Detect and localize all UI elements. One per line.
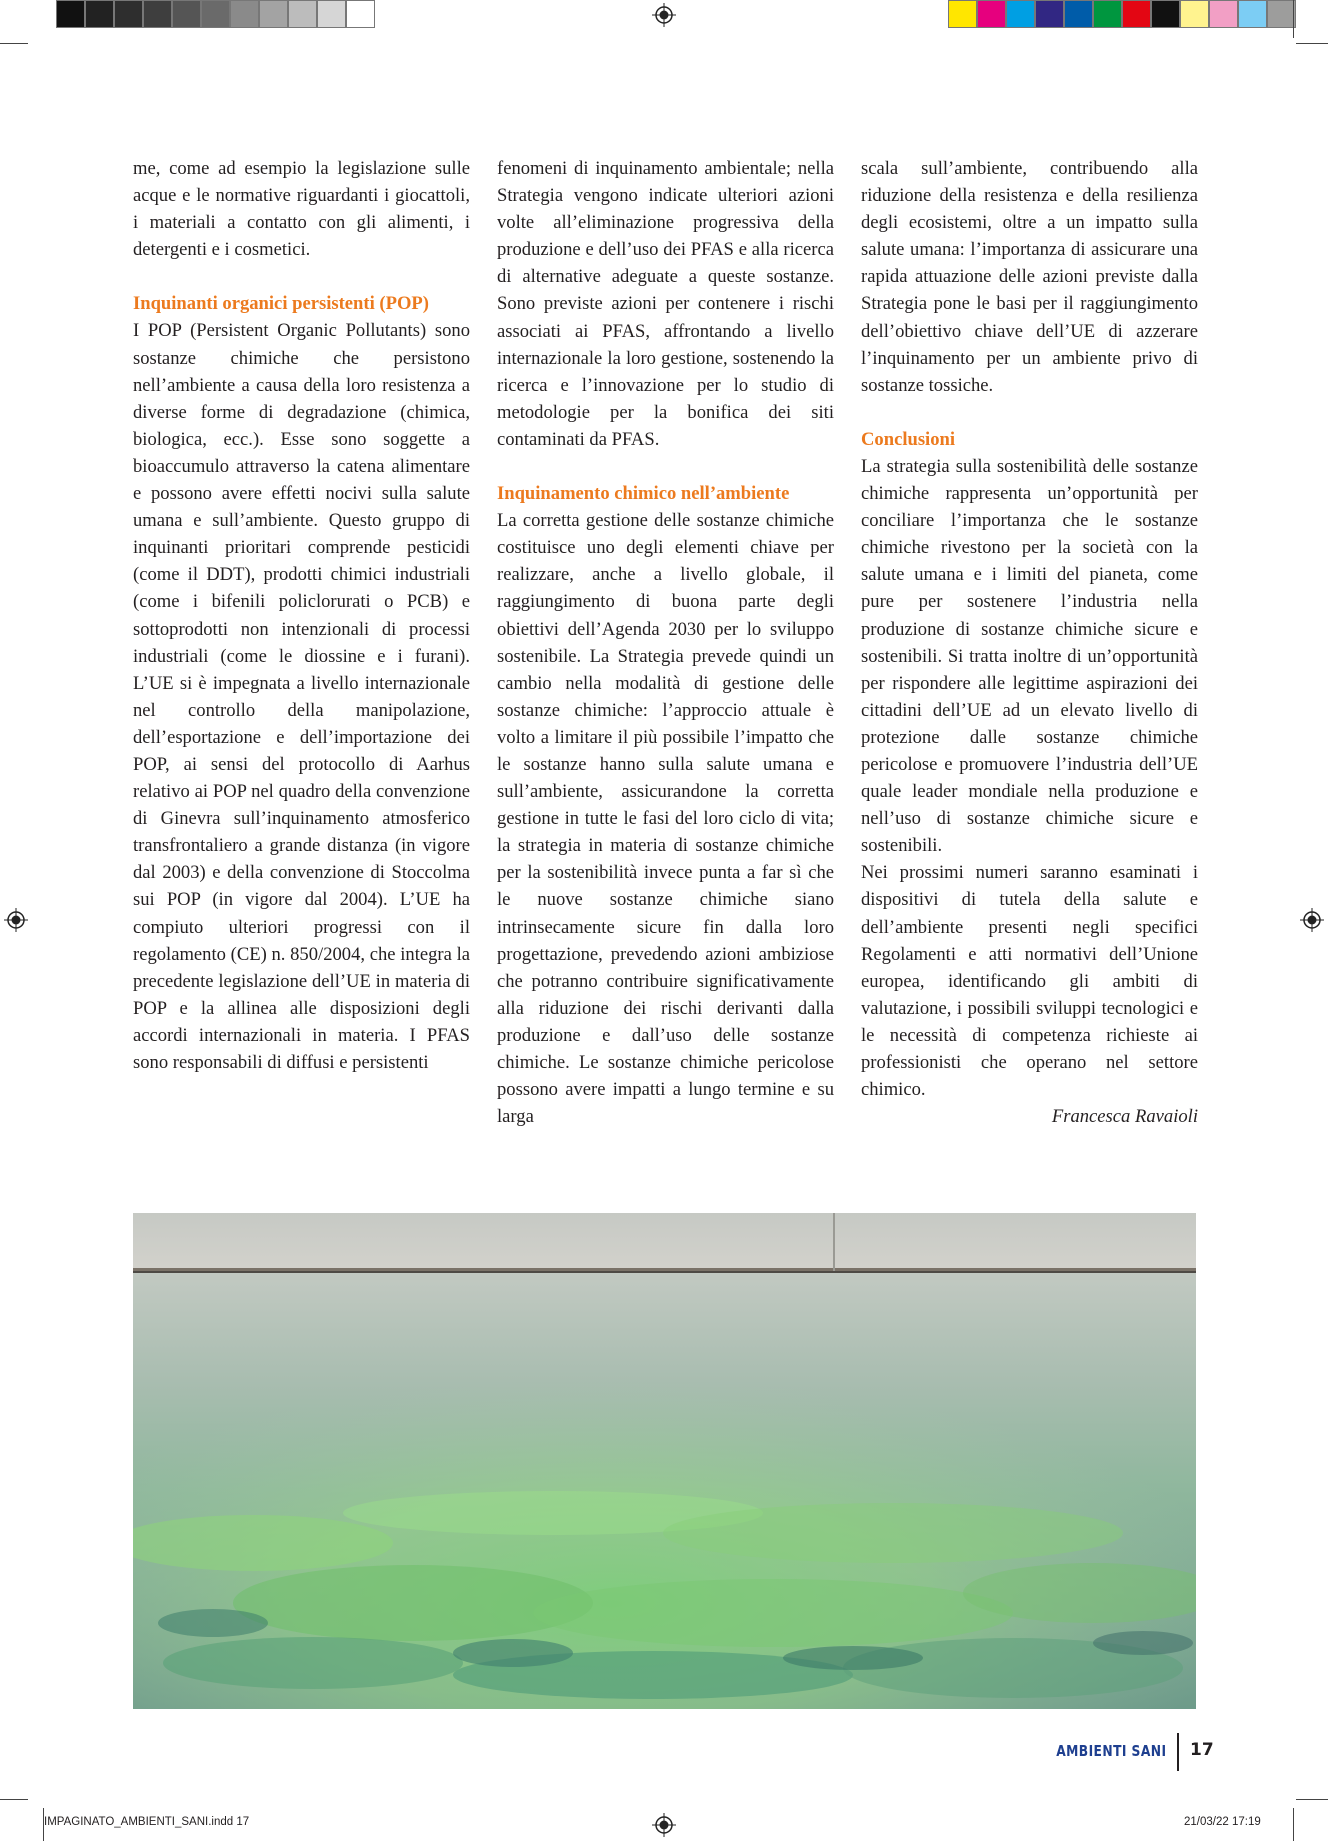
print-timestamp: 21/03/22 17:19: [1184, 1816, 1261, 1828]
column-3-intro: scala sull’ambiente, contribuendo alla riduzione della resistenza e della resilienza degli ecosistemi, oltre a un impatto sulla salute umana: l’importanza di assicurare una rapida attuazione delle azioni previste dalla Strategia pone le basi per il raggiungimento dell’obiettivo chiave dell’UE di azzerare l’inquinamento per un ambiente privo di sostanze tossiche.: [861, 158, 1198, 396]
color-swatch: [1151, 0, 1180, 28]
section-heading-pop: Inquinanti organici persistenti (POP): [133, 293, 429, 315]
registration-mark-icon: [1300, 908, 1324, 932]
color-swatch: [1238, 0, 1267, 28]
column-3-body: La strategia sulla sostenibilità delle sostanze chimiche rappresenta un’opportunità per conciliare l’importanza che le sostanze chimiche rivestono per la società con la salute umana e i limiti del pianeta, come pure per sostenere l’industria nella produzione di sostanze chimiche sicure e sostenibili. Si tratta inoltre di un’opportunità per rispondere alle legittime aspirazioni dei cittadini dell’UE ad un elevato livello di protezione dalle sostanze chimiche pericolose e promuovere l’industria dell’UE quale leader mondiale nella produzione e nell’uso di sostanze chimiche sicure e sostenibili.: [861, 455, 1198, 857]
column-3-body-closing: Nei prossimi numeri saranno esaminati i dispositivi di tutela della salute e dell’ambiente presenti negli specifici Regolamenti e atti normativi dell’Unione europea, identificando gli ambiti di valutazione, i possibili sviluppi tecnologici e le necessità di competenza richieste ai professionisti che operano nel settore chimico.: [861, 862, 1198, 1101]
article-column-3: [861, 155, 1198, 1130]
color-swatch: [172, 0, 201, 28]
registration-mark-icon: [652, 1813, 676, 1837]
section-heading-chemical-pollution: Inquinamento chimico nell’ambiente: [497, 483, 790, 505]
color-swatch: [1035, 0, 1064, 28]
color-swatch: [201, 0, 230, 28]
color-swatch: [288, 0, 317, 28]
column-1-intro: me, come ad esempio la legislazione sulle acque e le normative riguardanti i giocattoli, i materiali a contatto con gli alimenti, i detergenti e i cosmetici.: [133, 158, 470, 261]
color-swatch: [977, 0, 1006, 28]
color-swatch: [85, 0, 114, 28]
article-column-1: [133, 155, 470, 1076]
crop-mark: [0, 43, 28, 44]
polluted-lake-photo: [133, 1213, 1196, 1709]
section-heading-conclusions: Conclusioni: [861, 428, 956, 450]
crop-mark: [1296, 43, 1328, 44]
color-swatch: [948, 0, 977, 28]
crop-mark: [0, 1799, 28, 1800]
page-number: 17: [1190, 1740, 1214, 1760]
registration-mark-icon: [4, 908, 28, 932]
magazine-brand: AMBIENTI SANI: [1055, 1742, 1166, 1760]
color-swatch: [259, 0, 288, 28]
color-swatch: [346, 0, 375, 28]
registration-mark-icon: [652, 3, 676, 27]
color-swatch: [1267, 0, 1296, 28]
color-swatch: [56, 0, 85, 28]
color-swatch: [1209, 0, 1238, 28]
crop-mark: [1293, 0, 1294, 38]
file-slug: IMPAGINATO_AMBIENTI_SANI.indd 17: [44, 1816, 250, 1828]
color-swatch: [230, 0, 259, 28]
crop-mark: [1293, 1808, 1294, 1841]
color-swatch: [317, 0, 346, 28]
color-swatch: [1122, 0, 1151, 28]
crop-mark: [1296, 1799, 1328, 1800]
color-swatch: [114, 0, 143, 28]
column-2-body: La corretta gestione delle sostanze chimiche costituisce uno degli elementi chiave per realizzare, anche a livello globale, il raggiungimento di buona parte degli obiettivi dell’Agenda 2030 per lo sviluppo sostenibile. La Strategia prevede quindi un cambio nella modalità di gestione delle sostanze chimiche: l’approccio attuale è volto a limitare il più possibile l’impatto che le sostanze hanno sulla salute umana e sull’ambiente, assicurandone la corretta gestione in tutte le fasi del loro ciclo di vita; la strategia in materia di sostanze chimiche per la sostenibilità invece punta a far sì che le nuove sostanze chimiche siano intrinsecamente sicure fin dalla loro progettazione, prevedendo azioni ambiziose che potranno contribuire significativamente alla riduzione dei rischi derivanti dalla produzione e dall’uso delle sostanze chimiche. Le sostanze chimiche pericolose possono avere impatti a lungo termine e su larga: [497, 510, 834, 1128]
footer-divider: [1177, 1733, 1179, 1771]
color-swatch: [1093, 0, 1122, 28]
color-swatch: [1064, 0, 1093, 28]
color-swatch: [143, 0, 172, 28]
color-swatch: [1180, 0, 1209, 28]
column-1-body: I POP (Persistent Organic Pollutants) sono sostanze chimiche che persistono nell’ambiente a causa della loro resistenza a diverse forme di degradazione (chimica, biologica, ecc.). Esse sono soggette a bioaccumulo attraverso la catena alimentare e possono avere effetti nocivi sulla salute umana e sull’ambiente. Questo gruppo di inquinanti prioritari comprende pesticidi (come il DDT), prodotti chimici industriali (come i bifenili policlorurati o PCB) e sottoprodotti non intenzionali di processi industriali (come le diossine e i furani). L’UE si è impegnata a livello internazionale nel controllo della manipolazione, dell’esportazione e dell’importazione dei POP, ai sensi del protocollo di Aarhus relativo ai POP nel quadro della convenzione di Ginevra sull’inquinamento atmosferico transfrontaliero a grande distanza (in vigore dal 2003) e della convenzione di Stoccolma sui POP (in vigore dal 2004). L’UE ha compiuto ulteriori progressi con il regolamento (CE) n. 850/2004, che integra la precedente legislazione dell’UE in materia di POP e la allinea alle disposizioni degli accordi internazionali in materia. I PFAS sono responsabili di diffusi e persistenti: [133, 320, 470, 1073]
column-2-intro: fenomeni di inquinamento ambientale; nella Strategia vengono indicate ulteriori azioni volte all’eliminazione progressiva della produzione e dell’uso dei PFAS e alla ricerca di alternative adeguate a queste sostanze. Sono previste azioni per contenere i rischi associati ai PFAS, affrontando a livello internazionale la loro gestione, sostenendo la ricerca e l’innovazione per lo studio di metodologie per la bonifica dei siti contaminati da PFAS.: [497, 158, 834, 450]
color-swatch: [1006, 0, 1035, 28]
article-column-2: [497, 155, 834, 1130]
author-signature: Francesca Ravaioli: [1051, 1106, 1198, 1128]
